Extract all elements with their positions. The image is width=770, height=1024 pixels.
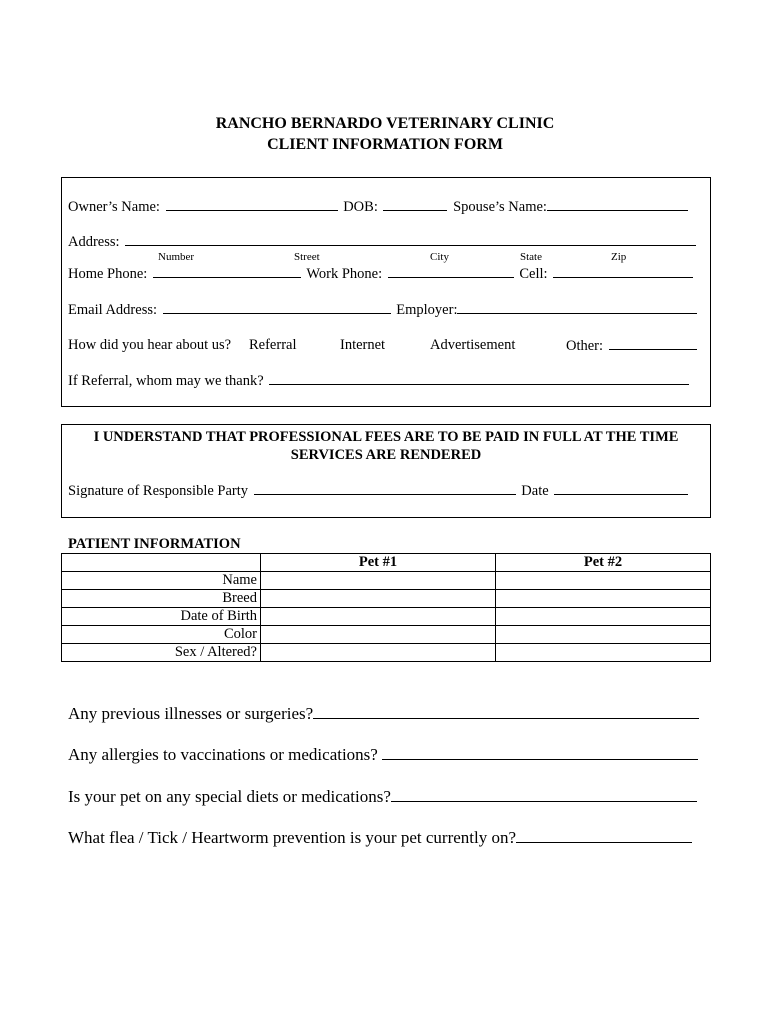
diets-field[interactable] bbox=[391, 786, 697, 802]
email-label: Email Address: bbox=[68, 302, 158, 318]
row-label-color: Color bbox=[62, 626, 261, 644]
row-label-dob: Date of Birth bbox=[62, 608, 261, 626]
address-number-hint: Number bbox=[158, 251, 195, 263]
owner-row bbox=[68, 197, 690, 216]
spouse-name-label: Spouse’s Name: bbox=[453, 199, 547, 215]
address-street-hint: Street bbox=[294, 251, 320, 263]
signature-field[interactable] bbox=[254, 481, 516, 495]
address-zip-hint: Zip bbox=[611, 251, 627, 263]
pet1-sex-cell[interactable] bbox=[261, 644, 496, 662]
email-field[interactable] bbox=[163, 300, 391, 314]
option-internet[interactable]: Internet bbox=[340, 337, 386, 353]
phone-row bbox=[68, 264, 695, 283]
table-row bbox=[62, 572, 711, 590]
question-allergies-label: Any allergies to vaccinations or medications? bbox=[68, 745, 378, 764]
pet2-name-cell[interactable] bbox=[496, 572, 711, 590]
other-label: Other: bbox=[566, 338, 604, 354]
pet2-sex-cell[interactable] bbox=[496, 644, 711, 662]
referral-field[interactable] bbox=[269, 371, 689, 385]
date-field[interactable] bbox=[554, 481, 688, 495]
table-row bbox=[62, 590, 711, 608]
question-illnesses bbox=[68, 703, 699, 724]
hear-about-row bbox=[68, 336, 231, 354]
question-prevention bbox=[68, 827, 692, 848]
patient-section-title: PATIENT INFORMATION bbox=[68, 536, 241, 552]
pet1-breed-cell[interactable] bbox=[261, 590, 496, 608]
pet1-color-cell[interactable] bbox=[261, 626, 496, 644]
cell-field[interactable] bbox=[553, 264, 693, 278]
table-header-row bbox=[62, 554, 711, 572]
dob-field[interactable] bbox=[383, 197, 447, 211]
pet2-breed-cell[interactable] bbox=[496, 590, 711, 608]
cell-label: Cell: bbox=[519, 266, 548, 282]
allergies-field[interactable] bbox=[382, 744, 698, 760]
row-label-sex: Sex / Altered? bbox=[62, 644, 261, 662]
owner-name-field[interactable] bbox=[166, 197, 338, 211]
question-allergies bbox=[68, 744, 698, 765]
address-row bbox=[68, 232, 698, 251]
date-label: Date bbox=[521, 483, 549, 499]
prevention-field[interactable] bbox=[516, 827, 692, 843]
employer-field[interactable] bbox=[457, 300, 697, 314]
spouse-name-field[interactable] bbox=[547, 197, 688, 211]
pet1-header: Pet #1 bbox=[261, 554, 496, 572]
hear-about-label: How did you hear about us? bbox=[68, 337, 232, 353]
option-advertisement[interactable]: Advertisement bbox=[430, 337, 516, 353]
table-corner bbox=[62, 554, 261, 572]
signature-label: Signature of Responsible Party bbox=[68, 483, 249, 499]
table-row bbox=[62, 626, 711, 644]
referral-row bbox=[68, 371, 691, 390]
dob-label: DOB: bbox=[343, 199, 378, 215]
table-row bbox=[62, 644, 711, 662]
pet2-header: Pet #2 bbox=[496, 554, 711, 572]
clinic-name: RANCHO BERNARDO VETERINARY CLINIC bbox=[215, 115, 555, 132]
pet1-dob-cell[interactable] bbox=[261, 608, 496, 626]
address-state-hint: State bbox=[520, 251, 542, 263]
pet2-color-cell[interactable] bbox=[496, 626, 711, 644]
home-phone-field[interactable] bbox=[153, 264, 301, 278]
other-field[interactable] bbox=[609, 336, 697, 350]
address-city-hint: City bbox=[430, 251, 449, 263]
referral-label: If Referral, whom may we thank? bbox=[68, 373, 264, 389]
form-header bbox=[0, 113, 770, 155]
question-diets-label: Is your pet on any special diets or medications? bbox=[68, 787, 391, 806]
address-label: Address: bbox=[68, 234, 120, 250]
illnesses-field[interactable] bbox=[313, 703, 699, 719]
patient-table bbox=[61, 553, 711, 662]
question-prevention-label: What flea / Tick / Heartworm prevention is your pet currently on? bbox=[68, 828, 517, 847]
pet1-name-cell[interactable] bbox=[261, 572, 496, 590]
employer-label: Employer: bbox=[396, 302, 458, 318]
row-label-breed: Breed bbox=[62, 590, 261, 608]
owner-name-label: Owner’s Name: bbox=[68, 199, 160, 215]
work-phone-label: Work Phone: bbox=[306, 266, 383, 282]
question-diets bbox=[68, 786, 697, 807]
home-phone-label: Home Phone: bbox=[68, 266, 148, 282]
question-illnesses-label: Any previous illnesses or surgeries? bbox=[68, 704, 314, 723]
other-row bbox=[566, 336, 699, 355]
work-phone-field[interactable] bbox=[388, 264, 514, 278]
row-label-name: Name bbox=[62, 572, 261, 590]
form-title: CLIENT INFORMATION FORM bbox=[267, 136, 503, 153]
address-field[interactable] bbox=[125, 232, 696, 246]
table-row bbox=[62, 608, 711, 626]
email-row bbox=[68, 300, 699, 319]
signature-row bbox=[68, 481, 690, 500]
fees-notice: I UNDERSTAND THAT PROFESSIONAL FEES ARE TO BE PAID IN FULL AT THE TIME SERVICES ARE RENDERED bbox=[93, 429, 679, 463]
option-referral[interactable]: Referral bbox=[249, 337, 297, 353]
pet2-dob-cell[interactable] bbox=[496, 608, 711, 626]
